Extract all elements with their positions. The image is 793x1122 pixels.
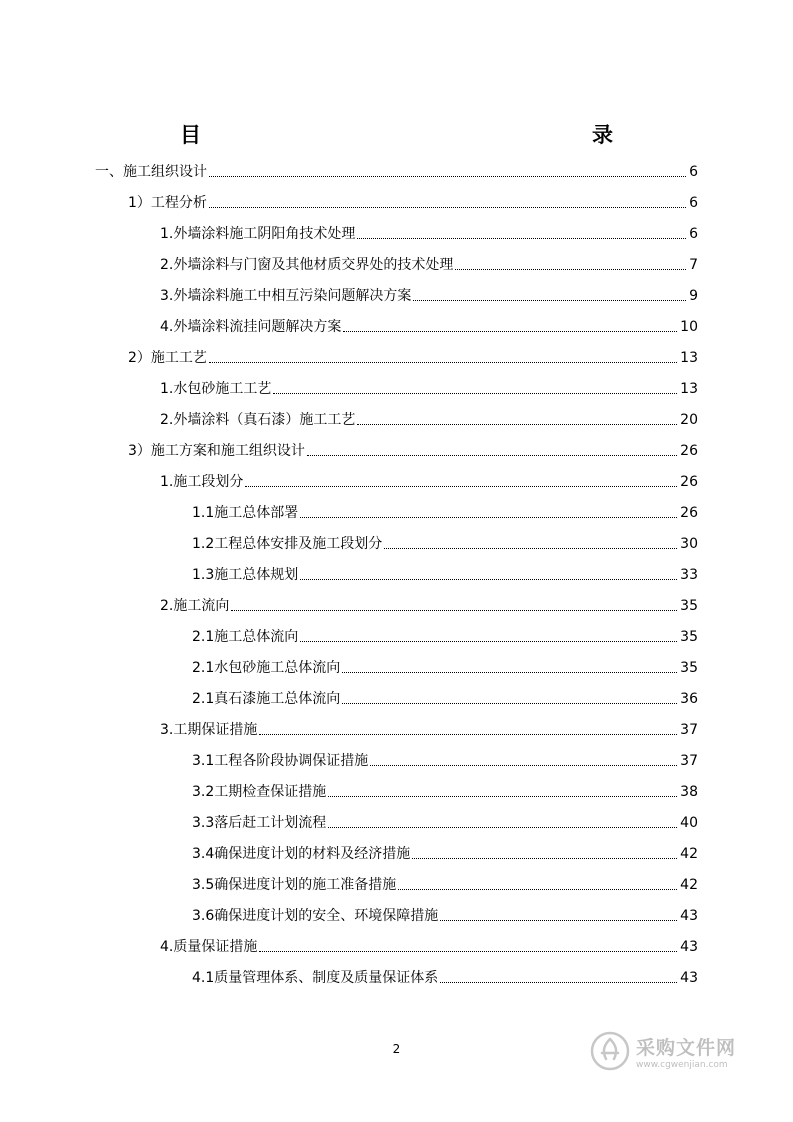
toc-entry-page: 30 xyxy=(680,536,698,552)
toc-entry-page: 43 xyxy=(680,939,698,955)
watermark-name: 采购文件网 xyxy=(636,1036,737,1059)
dot-leader xyxy=(307,455,677,456)
toc-entry-page: 26 xyxy=(680,505,698,521)
toc-entry-label: 1.1施工总体部署 xyxy=(192,505,299,521)
dot-leader xyxy=(440,920,677,921)
toc-entry-l1[interactable] xyxy=(95,159,698,181)
toc-entry-page: 42 xyxy=(680,846,698,862)
dot-leader xyxy=(398,889,677,890)
toc-entry-label: 1.施工段划分 xyxy=(160,474,244,490)
toc-entry-page: 6 xyxy=(689,164,698,180)
toc-entry-l4[interactable] xyxy=(192,965,698,987)
watermark-logo-icon xyxy=(590,1031,630,1071)
toc-entry-l3[interactable] xyxy=(160,717,698,739)
dot-leader xyxy=(209,207,686,208)
toc-entry-l4[interactable] xyxy=(192,562,698,584)
toc-entry-page: 20 xyxy=(680,412,698,428)
toc-entry-page: 26 xyxy=(680,474,698,490)
toc-entry-label: 2.1水包砂施工总体流向 xyxy=(192,660,341,676)
toc-entry-label: 4.质量保证措施 xyxy=(160,939,258,955)
dot-leader xyxy=(245,486,677,487)
dot-leader xyxy=(342,672,677,673)
dot-leader xyxy=(370,765,677,766)
toc-entry-label: 3.1工程各阶段协调保证措施 xyxy=(192,753,369,769)
toc-entry-l3[interactable] xyxy=(160,376,698,398)
dot-leader xyxy=(328,827,677,828)
dot-leader xyxy=(300,517,677,518)
dot-leader xyxy=(259,734,677,735)
toc-entry-l2[interactable] xyxy=(128,190,698,212)
toc-entry-label: 2.1施工总体流向 xyxy=(192,629,299,645)
dot-leader xyxy=(209,362,677,363)
toc-entry-label: 3.3落后赶工计划流程 xyxy=(192,815,327,831)
dot-leader xyxy=(412,858,677,859)
toc-entry-label: 3.6确保进度计划的安全、环境保障措施 xyxy=(192,908,439,924)
toc-entry-l4[interactable] xyxy=(192,624,698,646)
toc-entry-l2[interactable] xyxy=(128,438,698,460)
toc-entry-l3[interactable] xyxy=(160,407,698,429)
dot-leader xyxy=(231,610,677,611)
watermark-url: www.cgwenjian.com xyxy=(636,1059,728,1070)
toc-entry-label: 1.2工程总体安排及施工段划分 xyxy=(192,536,383,552)
toc-entry-l4[interactable] xyxy=(192,810,698,832)
toc-entry-l3[interactable] xyxy=(160,314,698,336)
toc-entry-page: 35 xyxy=(680,598,698,614)
toc-entry-page: 26 xyxy=(680,443,698,459)
toc-entry-l2[interactable] xyxy=(128,345,698,367)
toc-entry-l3[interactable] xyxy=(160,469,698,491)
toc-entry-label: 3.4确保进度计划的材料及经济措施 xyxy=(192,846,411,862)
toc-entry-page: 37 xyxy=(680,753,698,769)
dot-leader xyxy=(273,393,677,394)
toc-entry-label: 3.工期保证措施 xyxy=(160,722,258,738)
toc-entry-page: 43 xyxy=(680,908,698,924)
toc-entry-label: 3.2工期检查保证措施 xyxy=(192,784,327,800)
toc-entry-label: 2.外墙涂料与门窗及其他材质交界处的技术处理 xyxy=(160,257,454,273)
toc-entry-label: 3.5确保进度计划的施工准备措施 xyxy=(192,877,397,893)
dot-leader xyxy=(328,796,677,797)
toc-entry-l3[interactable] xyxy=(160,283,698,305)
toc-entry-label: 1.3施工总体规划 xyxy=(192,567,299,583)
toc-entry-page: 10 xyxy=(680,319,698,335)
toc-entry-page: 6 xyxy=(689,226,698,242)
toc-entry-page: 43 xyxy=(680,970,698,986)
toc-entry-page: 13 xyxy=(680,381,698,397)
toc-entry-page: 37 xyxy=(680,722,698,738)
toc-entry-page: 35 xyxy=(680,660,698,676)
dot-leader xyxy=(300,579,677,580)
toc-entry-l3[interactable] xyxy=(160,252,698,274)
toc-entry-label: 1.水包砂施工工艺 xyxy=(160,381,272,397)
toc-entry-l4[interactable] xyxy=(192,872,698,894)
toc-entry-label: 2）施工工艺 xyxy=(128,350,207,366)
dot-leader xyxy=(413,300,686,301)
toc-entry-page: 40 xyxy=(680,815,698,831)
toc-entry-l4[interactable] xyxy=(192,531,698,553)
dot-leader xyxy=(440,982,677,983)
toc-entry-l4[interactable] xyxy=(192,686,698,708)
dot-leader xyxy=(343,331,677,332)
dot-leader xyxy=(455,269,686,270)
toc-entry-l4[interactable] xyxy=(192,748,698,770)
toc-entry-label: 一、施工组织设计 xyxy=(95,164,207,180)
toc-entry-l4[interactable] xyxy=(192,903,698,925)
toc-entry-page: 38 xyxy=(680,784,698,800)
page-title: 目 录 xyxy=(180,123,695,147)
toc-entry-page: 7 xyxy=(689,257,698,273)
toc-entry-label: 3）施工方案和施工组织设计 xyxy=(128,443,305,459)
toc-entry-page: 9 xyxy=(689,288,698,304)
dot-leader xyxy=(259,951,677,952)
toc-entry-page: 6 xyxy=(689,195,698,211)
toc-entry-l3[interactable] xyxy=(160,221,698,243)
toc-entry-l4[interactable] xyxy=(192,500,698,522)
toc-entry-l4[interactable] xyxy=(192,779,698,801)
toc-entry-l3[interactable] xyxy=(160,934,698,956)
toc-entry-l3[interactable] xyxy=(160,593,698,615)
toc-entry-page: 13 xyxy=(680,350,698,366)
watermark xyxy=(590,1026,755,1076)
toc-entry-label: 3.外墙涂料施工中相互污染问题解决方案 xyxy=(160,288,412,304)
toc-entry-label: 4.外墙涂料流挂问题解决方案 xyxy=(160,319,342,335)
dot-leader xyxy=(209,176,686,177)
dot-leader xyxy=(384,548,677,549)
toc-entry-label: 2.1真石漆施工总体流向 xyxy=(192,691,341,707)
toc-entry-l4[interactable] xyxy=(192,655,698,677)
toc-entry-l4[interactable] xyxy=(192,841,698,863)
toc-entry-page: 42 xyxy=(680,877,698,893)
dot-leader xyxy=(342,703,677,704)
toc-entry-label: 4.1质量管理体系、制度及质量保证体系 xyxy=(192,970,439,986)
toc-entry-label: 2.外墙涂料（真石漆）施工工艺 xyxy=(160,412,356,428)
dot-leader xyxy=(357,238,686,239)
page-number: 2 xyxy=(392,1042,401,1056)
dot-leader xyxy=(300,641,677,642)
toc-entry-label: 2.施工流向 xyxy=(160,598,230,614)
toc-entry-page: 36 xyxy=(680,691,698,707)
dot-leader xyxy=(357,424,677,425)
toc-entry-label: 1.外墙涂料施工阴阳角技术处理 xyxy=(160,226,356,242)
toc-entry-label: 1）工程分析 xyxy=(128,195,207,211)
toc-entry-page: 33 xyxy=(680,567,698,583)
toc-entry-page: 35 xyxy=(680,629,698,645)
